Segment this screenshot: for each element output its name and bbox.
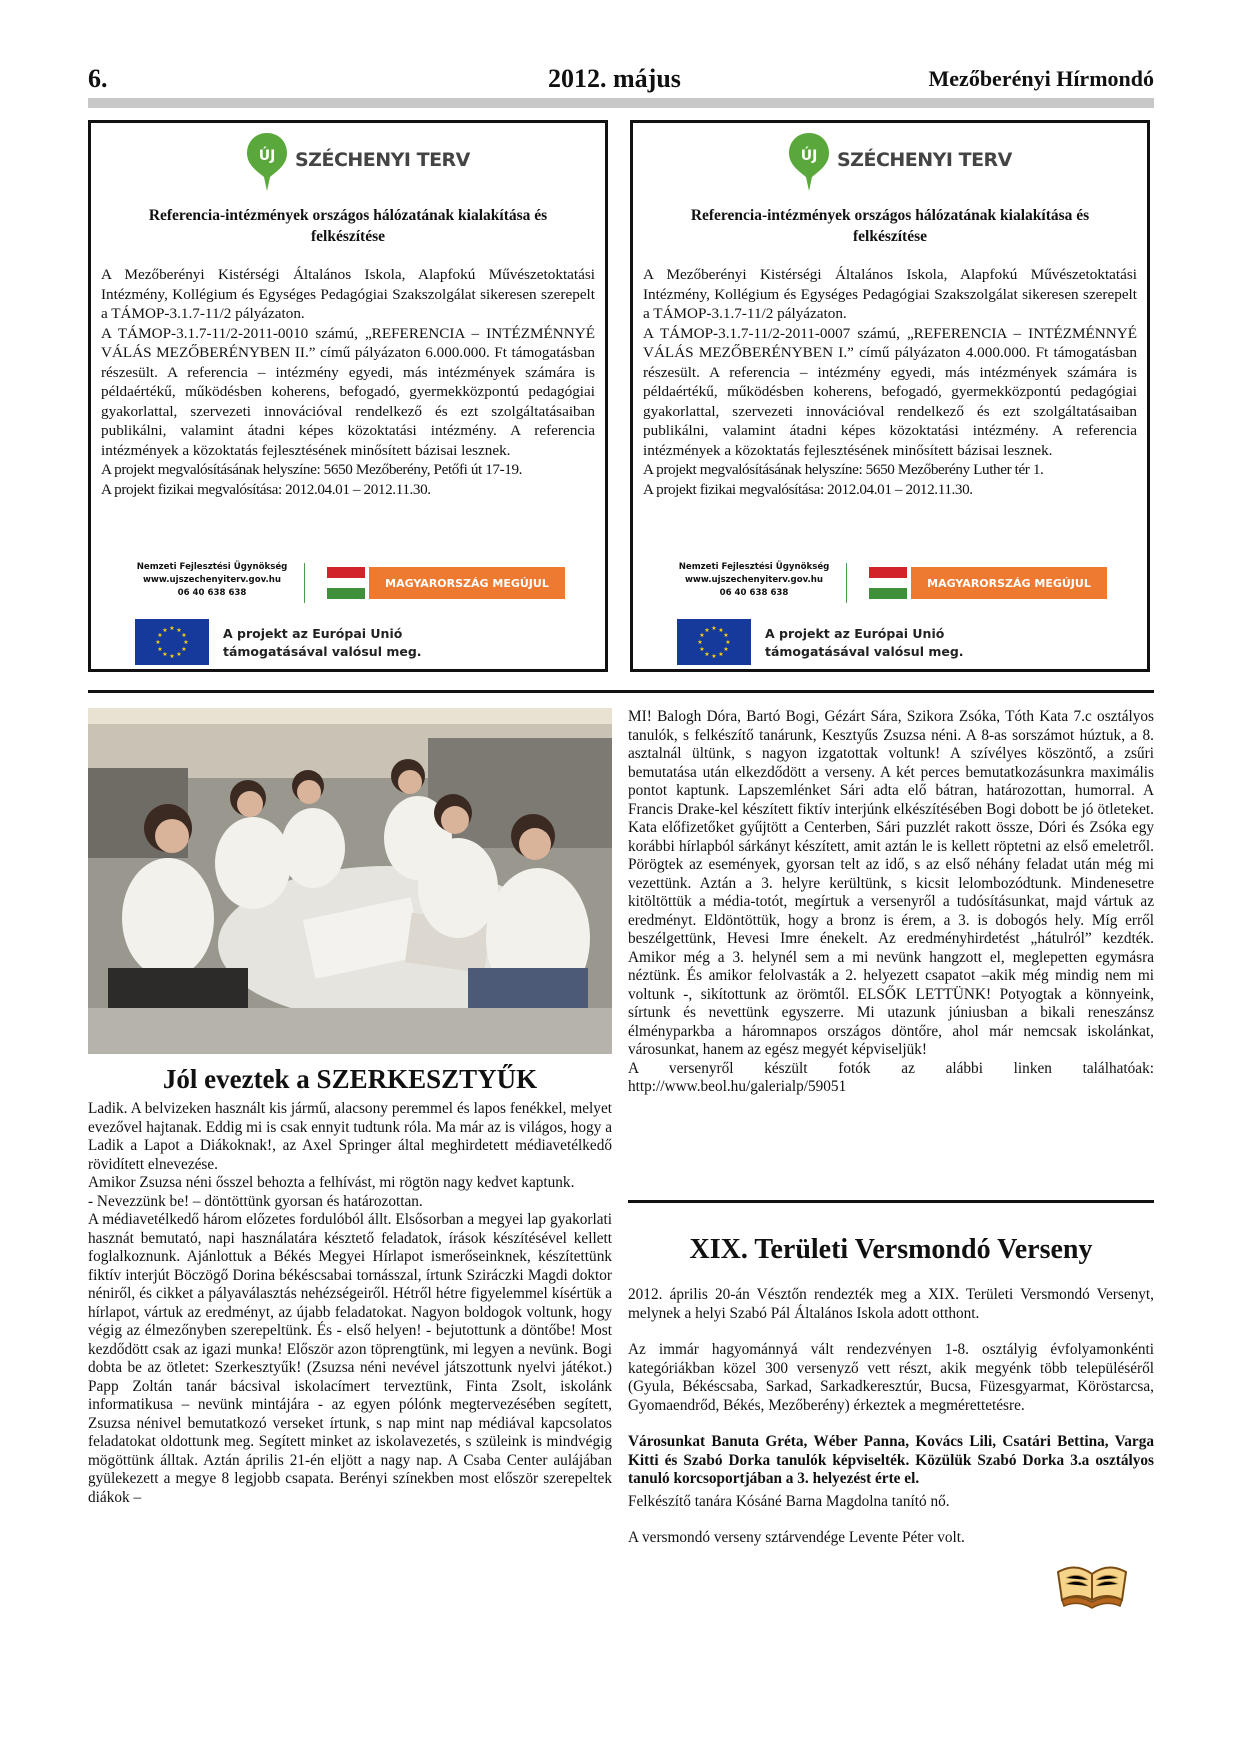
svg-text:★: ★ <box>176 627 182 634</box>
notice-paragraph: A TÁMOP-3.1.7-11/2-2011-0007 számú, „REFERENCIA – INTÉZMÉNNYÉ VÁLÁS MEZŐBERÉNYBEN I.” című pályázaton 4.000.000. Ft támogatásban részesült. A referencia – intézmény egyedi, más intézmények számára is példaértékű, működésben koherens, befogadó, gyermekközpontú pedagógiai gyakorlattal, szervezeti innovációval rendelkező és ezt szolgáltatásaiban publikálni, valamint átadni képes közoktatási intézmény. A referencia intézmények a közoktatás fejlesztésének minősített bázisai lesznek. <box>643 324 1137 459</box>
eu-support-text <box>765 625 964 661</box>
agency-block <box>669 561 839 600</box>
svg-text:★: ★ <box>711 653 717 660</box>
section-rule <box>88 690 1154 693</box>
header-rule <box>88 98 1154 108</box>
section-rule <box>628 1200 1154 1203</box>
article-paragraph: Felkészítő tanára Kósáné Barna Magdolna tanító nő. <box>628 1492 950 1510</box>
uj-pin-icon <box>787 131 831 193</box>
svg-text:★: ★ <box>155 639 161 646</box>
svg-text:ÚJ: ÚJ <box>258 148 276 164</box>
article-paragraph: MI! Balogh Dóra, Bartó Bogi, Gézárt Sára, Szikora Zsóka, Tóth Kata 7.c osztályos tanulók, s felkészítő tanárunk, Kesztyűs Zsuzsa néni. A 8-as sorszámot húztuk, a 8. asztalnál ültünk, s nagyon izgatottak voltunk! A szívélyes köszöntő, a zsűri bemutatása után elkezdődött a verseny. A két perces bemutatkozásunkra maximális pontot kaptunk. Lapszemlénket Sári adta elő bátran, határozottan, humorral. A Francis Drake-kel készített fiktív interjúnk elkészítésében Bogi dobott be jó ötleteket. Kata előfizetőket gyűjtött a Centerben, Sári puzzlét rakott össze, Dóri és Zsóka egy korábbi hírlapból sárkányt készített, amit aztán le is kellett röptetni az első emeletről. Pörögtek az események, gyorsan telt az idő, s az első néhány feladat után még mi vezettünk. Aztán a 3. helyre kerültünk, s kicsit lelombozódtunk. Mindenesetre kitöltöttük a média-totót, megírtuk a versenyről a tudósításunkat, majd vártuk az eredményt. Eldöntöttük, hogy a bronz is érem, a 3. is dobogós hely. Míg erről beszélgettünk, Hevesi Imre énekelt. Az eredményhirdetést „hátulról” kezdték. Amikor még a 3. helynél sem a mi nevünk hangzott el, meglepetten egymásra néztünk. És amikor felolvasták a 2. helyezett csapatot –akik még mindig nem mi voltunk -, sikítottunk az örömtől. ELSŐK LETTÜNK! Potyogtak a könnyeink, sírtunk és nevettünk egyszerre. Mi utazunk júniusban a bikali reneszánsz élményparkba a háromnapos országos döntőre, ahol már nemcsak iskolánkat, városunkat, hanem az egész megyét képviseljük! <box>628 708 1154 1058</box>
brand-name: SZÉCHENYI TERV <box>837 149 1012 171</box>
notice-paragraph: A TÁMOP-3.1.7-11/2-2011-0010 számú, „REFERENCIA – INTÉZMÉNNYÉ VÁLÁS MEZŐBERÉNYBEN II.” című pályázaton 6.000.000. Ft támogatásban részesült. A referencia – intézmény egyedi, más intézmények számára is példaértékű, működésben koherens, befogadó, gyermekközpontú pedagógiai gyakorlattal, szervezeti innovációval rendelkező és ezt szolgáltatásaiban publikálni, valamint átadni képes közoktatási intézmény. A referencia intézmények a közoktatás fejlesztésének minősített bázisai lesznek. <box>101 324 595 459</box>
eu-support-text <box>223 625 422 661</box>
notice-paragraph: A Mezőberényi Kistérségi Általános Iskola, Alapfokú Művészetoktatási Intézmény, Kollégium és Egységes Pedagógiai Szakszolgálat sikeresen szerepelt a TÁMOP-3.1.7-11/2 pályázaton. <box>101 266 595 322</box>
article-link-paragraph: A versenyről készült fotók az alábbi linken találhatóak: http://www.beol.hu/galerialp/59051 <box>628 1059 1154 1095</box>
svg-text:★: ★ <box>699 632 705 639</box>
article-paragraph: A versmondó verseny sztárvendége Levente Péter volt. <box>628 1529 965 1546</box>
agency-name: Nemzeti Fejlesztési Ügynökség <box>136 562 288 572</box>
article-title: Jól eveztek a SZERKESZTYŰK <box>162 1064 538 1094</box>
agency-block <box>127 561 297 600</box>
photo-illustration <box>88 708 612 1054</box>
svg-text:★: ★ <box>699 646 705 653</box>
notice-period: A projekt fizikai megvalósítása: 2012.04.01 – 2012.11.30. <box>101 480 431 498</box>
svg-text:★: ★ <box>181 632 187 639</box>
article-paragraph: Ladik. A belvizeken használt kis jármű, alacsony peremmel és lapos fenékkel, melyet evezővel hajtanak. Eddig mi is csak ennyit tudtunk róla. Ma már az is világos, hogy a Ladik a Lapot a Diákoknak!, az Axel Springer által meghirdetett médiavetélkedő rövidített elnevezése. <box>88 1100 612 1173</box>
svg-text:★: ★ <box>718 651 724 658</box>
uj-pin-icon <box>245 131 289 193</box>
svg-text:★: ★ <box>697 639 703 646</box>
article-paragraph: 2012. április 20-án Vésztőn rendezték meg a XIX. Területi Versmondó Versenyt, melynek a helyi Szabó Pál Általános Iskola adott otthont. <box>628 1286 1154 1322</box>
article-title: XIX. Területi Versmondó Verseny <box>689 1234 1093 1265</box>
team-photo <box>88 708 612 1054</box>
article-paragraph: - Nevezzünk be! – döntöttünk gyorsan és határozottan. <box>88 1192 423 1210</box>
eu-line: támogatásával valósul meg. <box>223 644 422 659</box>
divider <box>846 563 847 603</box>
notice-period: A projekt fizikai megvalósítása: 2012.04.01 – 2012.11.30. <box>643 480 973 498</box>
svg-text:★: ★ <box>723 632 729 639</box>
notice-paragraph: A Mezőberényi Kistérségi Általános Iskola, Alapfokú Művészetoktatási Intézmény, Kollégium és Egységes Pedagógiai Szakszolgálat sikeresen szerepelt a TÁMOP-3.1.7-11/2 pályázaton. <box>643 266 1137 322</box>
notice-body <box>101 265 595 499</box>
notice-title: Referencia-intézmények országos hálózatának kialakítása és felkészítése <box>148 207 548 245</box>
svg-text:★: ★ <box>183 639 189 646</box>
szechenyi-notice-right <box>630 120 1150 672</box>
hungarian-flag-icon <box>869 567 907 599</box>
svg-text:ÚJ: ÚJ <box>800 148 818 164</box>
article-body <box>628 1286 1154 1548</box>
notice-location: A projekt megvalósításának helyszíne: 5650 Mezőberény Luther tér 1. <box>643 461 1044 478</box>
svg-text:★: ★ <box>704 651 710 658</box>
svg-text:★: ★ <box>718 627 724 634</box>
page-header <box>88 62 1154 96</box>
article-paragraph: Az immár hagyománnyá vált rendezvényen 1-8. osztályig évfolyamonkénti kategóriákban közel 300 versenyző vett részt, akik megyénk több településéről (Gyula, Békéscsaba, Sarkad, Sarkadkeresztúr, Bucsa, Füzesgyarmat, Köröstarcsa, Gyomaendrőd, Békés, Mezőberény) érkeztek a megmérettetésre. <box>628 1341 1154 1414</box>
slogan-badge: MAGYARORSZÁG MEGÚJUL <box>911 567 1107 599</box>
eu-line: A projekt az Európai Unió <box>223 626 403 641</box>
article-left-column <box>88 1100 612 1507</box>
agency-url: www.ujszechenyiterv.gov.hu <box>684 575 824 585</box>
issue-date: 2012. május <box>548 64 681 93</box>
publication-name: Mezőberényi Hírmondó <box>928 66 1154 91</box>
svg-text:★: ★ <box>169 653 175 660</box>
svg-text:★: ★ <box>725 639 731 646</box>
svg-text:★: ★ <box>711 625 717 632</box>
divider <box>304 563 305 603</box>
svg-text:★: ★ <box>723 646 729 653</box>
slogan-badge: MAGYARORSZÁG MEGÚJUL <box>369 567 565 599</box>
notice-title: Referencia-intézmények országos hálózatának kialakítása és felkészítése <box>690 207 1090 245</box>
page-number: 6. <box>88 64 108 93</box>
article-paragraph: Városunkat Banuta Gréta, Wéber Panna, Kovács Lili, Csatári Bettina, Varga Kitti és Szabó Dorka tanulók képviselték. Közülük Szabó Dorka 3.a osztályos tanuló korcsoportjában a 3. helyezést érte el. <box>628 1433 1154 1487</box>
hungarian-flag-icon <box>327 567 365 599</box>
article-paragraph: Amikor Zsuzsa néni ősszel behozta a felhívást, mi rögtön nagy kedvet kaptunk. <box>88 1174 575 1191</box>
svg-text:★: ★ <box>169 625 175 632</box>
svg-text:★: ★ <box>157 646 163 653</box>
svg-text:★: ★ <box>157 632 163 639</box>
open-book-icon <box>1052 1550 1132 1610</box>
szechenyi-notice-left <box>88 120 608 672</box>
eu-flag-icon <box>135 619 209 665</box>
eu-line: támogatásával valósul meg. <box>765 644 964 659</box>
eu-line: A projekt az Európai Unió <box>765 626 945 641</box>
agency-phone: 06 40 638 638 <box>177 588 247 598</box>
eu-flag-icon <box>677 619 751 665</box>
szechenyi-logo <box>783 131 1013 193</box>
notice-location: A projekt megvalósításának helyszíne: 5650 Mezőberény, Petőfi út 17-19. <box>101 461 523 478</box>
svg-text:★: ★ <box>176 651 182 658</box>
agency-name: Nemzeti Fejlesztési Ügynökség <box>678 562 830 572</box>
agency-url: www.ujszechenyiterv.gov.hu <box>142 575 282 585</box>
szechenyi-logo <box>241 131 471 193</box>
brand-name: SZÉCHENYI TERV <box>295 149 470 171</box>
svg-text:★: ★ <box>162 651 168 658</box>
svg-text:★: ★ <box>162 627 168 634</box>
notice-body <box>643 265 1137 499</box>
svg-text:★: ★ <box>181 646 187 653</box>
article-paragraph: A médiavetélkedő három előzetes fordulóból állt. Elsősorban a megyei lap gyakorlati hasznát bemutató, napi használatára késztető feladatok, írások készítésével kellett foglalkoznunk. Ajánlottuk a Békés Megyei Hírlapot ismerőseinknek, készítettünk fiktív interjút Böczögő Dorina békéscsabai tornásszal, írtunk Sziráczki Magdi doktor néniről, és cikket a pályaválasztás nehézségeiről. Hétről hétre figyelemmel kísértük a hírlapot, vártuk az eredményt, az újabb feladatokat. Nagyon boldogok voltunk, hogy végig az élmezőnyben szerepeltünk. És - első helyen! - bejutottunk a döntőbe! Most kezdődött csak az igazi munka! Először azon töprengtünk, mi legyen a nevünk. Bogi dobta be az ötletet: Szerkesztyűk! (Zsuzsa néni nevével játszottunk nyelvi játékot.) Papp Zoltán tanár bácsival iskolacímert terveztünk, Finta Zsolt, iskolánk informatikusa – nevünk mintájára - az egyen pólónk megtervezésében segített, Zsuzsa nénivel bemutatkozó verseket írtunk, s nap mint nap médiával kapcsolatos feladatokat oldottunk meg. Segített minket az iskolavezetés, s szüleink is mindvégig mögöttünk álltak. Aztán április 21-én eljött a nagy nap. A Csaba Center aulájában gyülekezett a megye 8 legjobb csapata. Berényi színekben most először szerepeltek diákok – <box>88 1211 612 1506</box>
agency-phone: 06 40 638 638 <box>719 588 789 598</box>
article-right-column <box>628 708 1154 1097</box>
svg-text:★: ★ <box>704 627 710 634</box>
